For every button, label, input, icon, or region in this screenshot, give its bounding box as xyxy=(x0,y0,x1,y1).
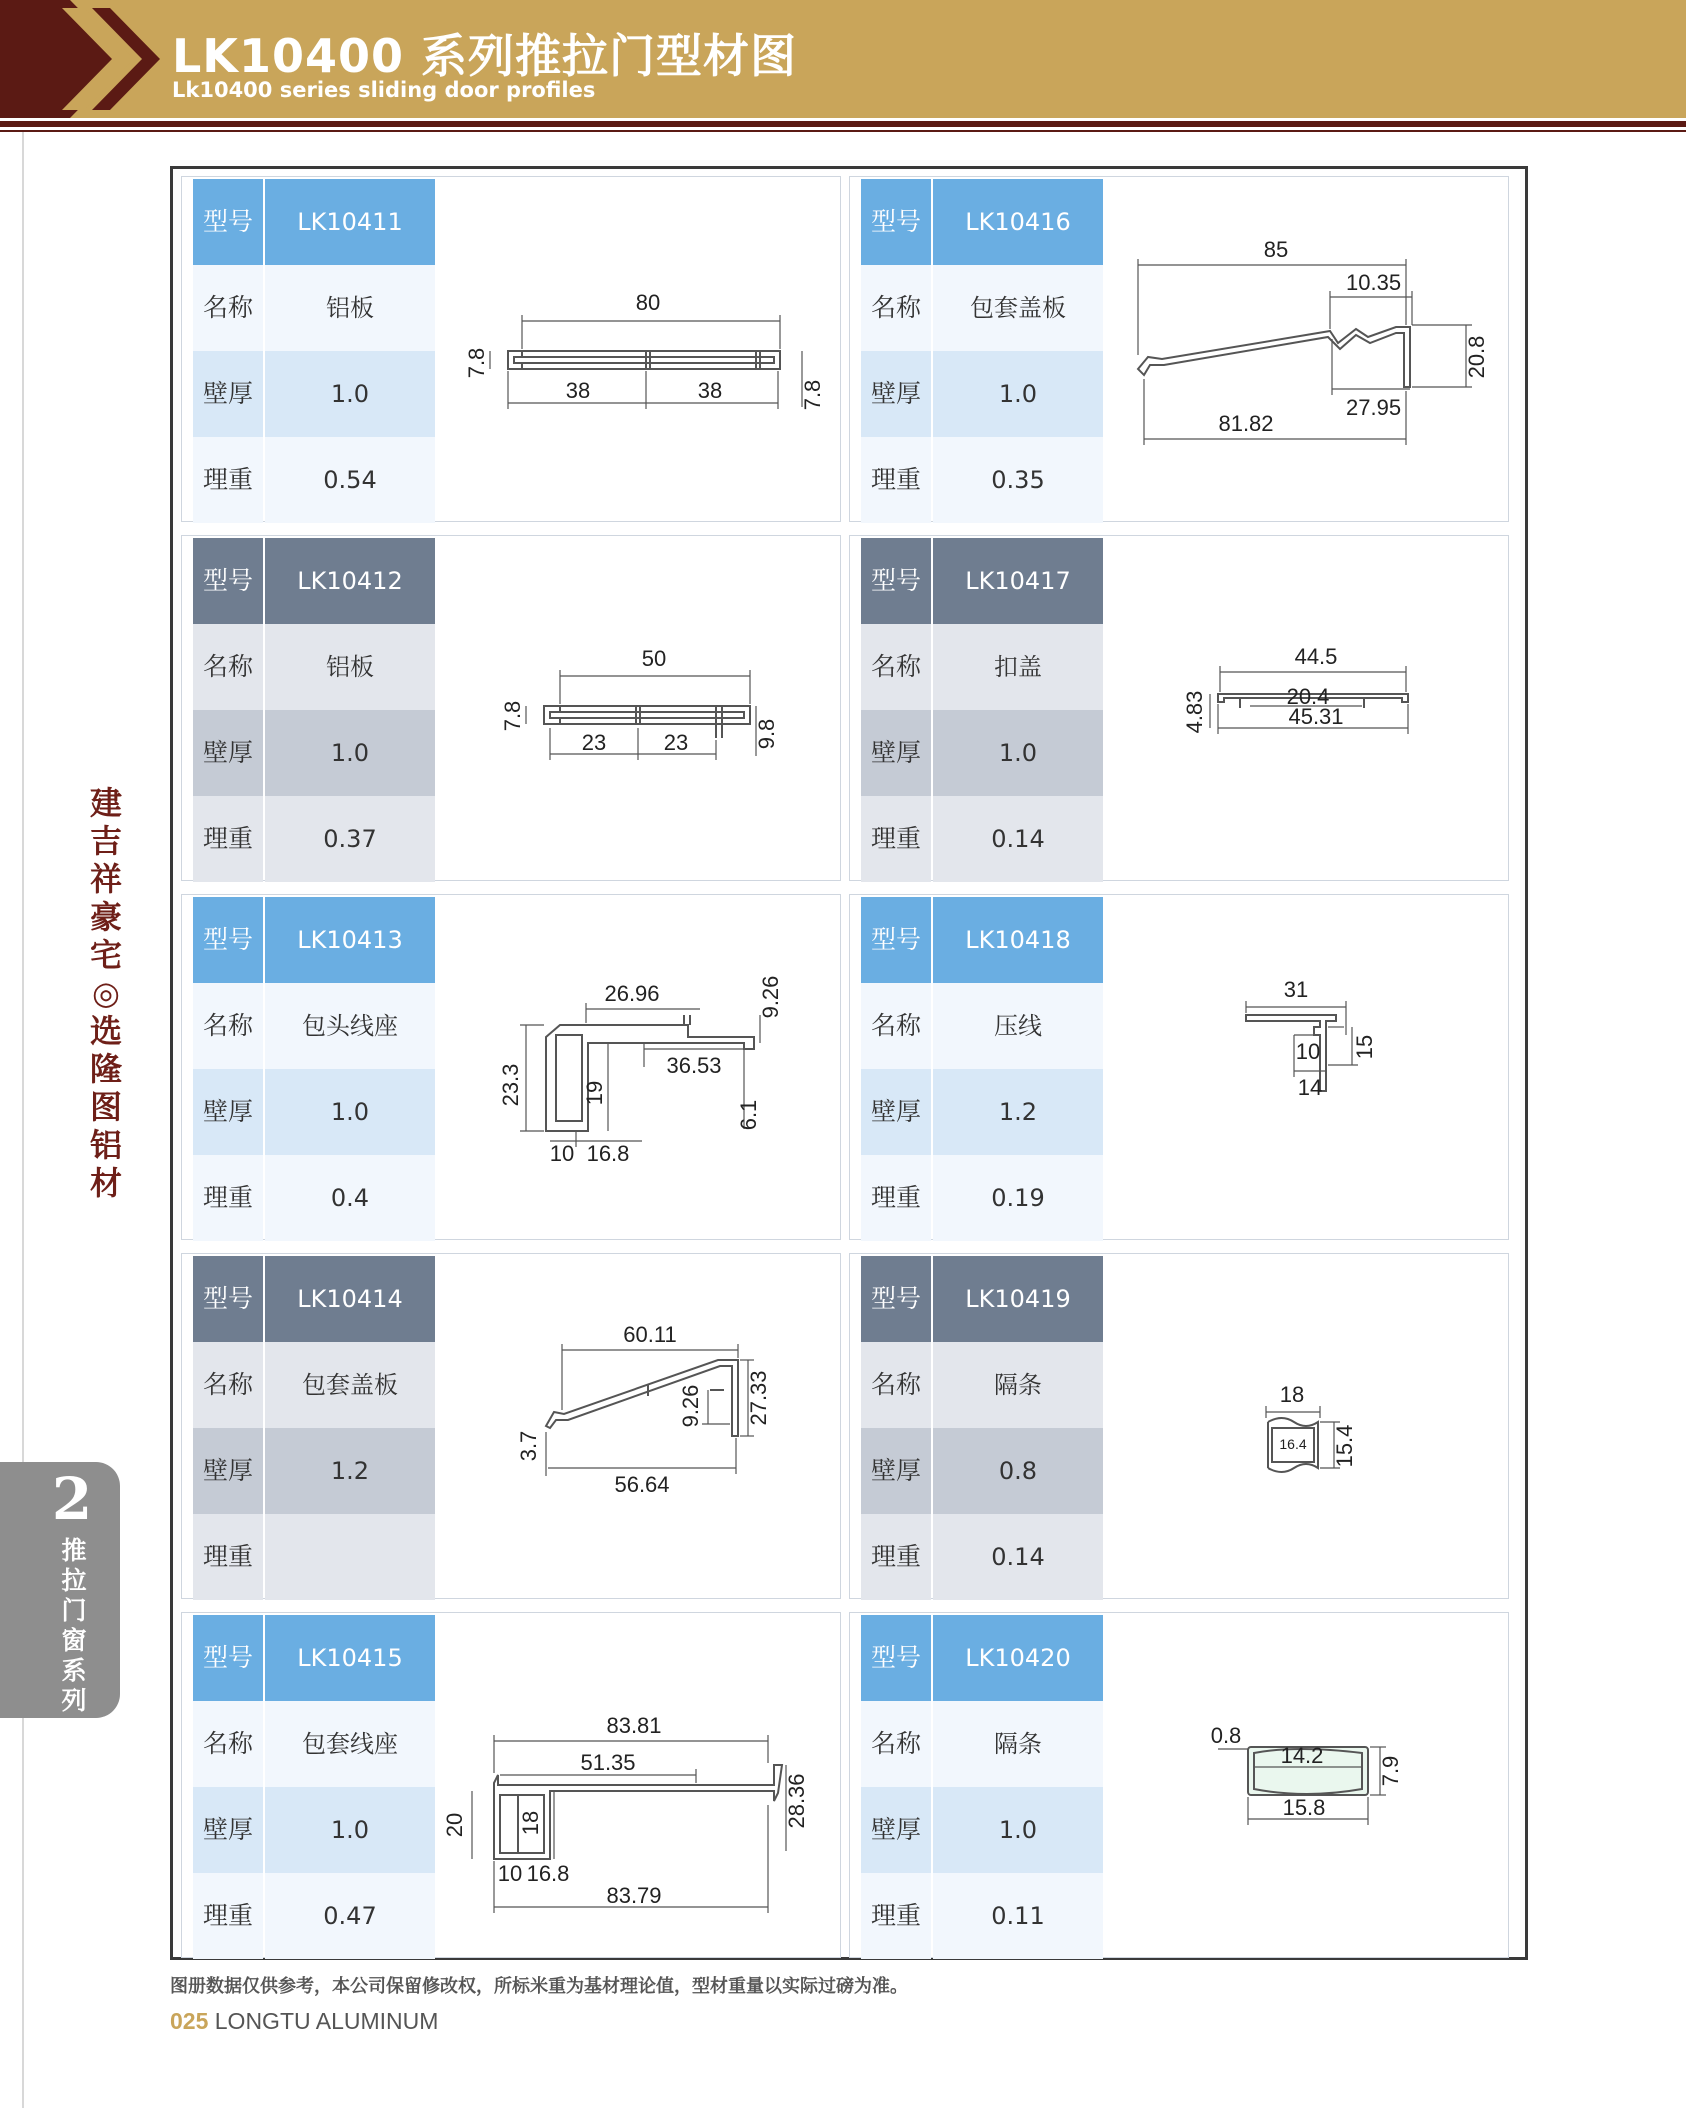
dim-label: 51.35 xyxy=(580,1750,636,1775)
dim-label: 3.7 xyxy=(516,1430,541,1462)
weight-label: 理重 xyxy=(193,1873,263,1959)
thickness-value: 1.2 xyxy=(933,1069,1103,1155)
model-value: LK10418 xyxy=(933,897,1103,983)
profile-card-lk10413 xyxy=(181,894,841,1240)
model-value: LK10419 xyxy=(933,1256,1103,1342)
dim-label: 26.96 xyxy=(604,981,660,1006)
dim-label: 83.81 xyxy=(606,1713,662,1738)
model-label: 型号 xyxy=(193,897,263,983)
dim-label: 31 xyxy=(1283,977,1309,1002)
dim-label: 45.31 xyxy=(1288,704,1344,729)
profile-card-lk10420 xyxy=(849,1612,1509,1958)
section-tab-number: 2 xyxy=(51,1465,93,1533)
dim-label: 60.11 xyxy=(623,1322,677,1347)
weight-value: 0.35 xyxy=(933,437,1103,523)
dim-label: 36.53 xyxy=(666,1053,722,1078)
name-label: 名称 xyxy=(861,624,931,710)
profile-card-lk10419 xyxy=(849,1253,1509,1599)
profile-catalog-frame xyxy=(170,166,1528,1960)
thickness-value: 1.0 xyxy=(933,710,1103,796)
name-value: 压线 xyxy=(933,983,1103,1069)
profile-card-lk10415 xyxy=(181,1612,841,1958)
dim-label: 10.35 xyxy=(1346,270,1402,295)
model-value: LK10417 xyxy=(933,538,1103,624)
thickness-value: 1.0 xyxy=(933,351,1103,437)
footer-company: LONGTU ALUMINUM xyxy=(214,2008,439,2034)
model-value: LK10412 xyxy=(265,538,435,624)
dim-label: 10 xyxy=(497,1861,523,1886)
profile-drawing-lk10412 xyxy=(438,538,838,878)
model-value: LK10411 xyxy=(265,179,435,265)
weight-label: 理重 xyxy=(861,796,931,882)
profile-card-lk10418 xyxy=(849,894,1509,1240)
dim-label: 10 xyxy=(549,1141,575,1166)
profile-drawing-lk10418 xyxy=(1106,897,1506,1237)
weight-value: 0.14 xyxy=(933,1514,1103,1600)
dim-label: 85 xyxy=(1263,237,1289,262)
dim-label: 4.83 xyxy=(1182,690,1207,734)
weight-value: 0.54 xyxy=(265,437,435,523)
dim-label: 7.8 xyxy=(464,347,489,379)
name-value: 铝板 xyxy=(265,624,435,710)
header-divider xyxy=(0,121,1686,127)
profile-drawing-lk10415 xyxy=(438,1615,838,1955)
dim-label: 44.5 xyxy=(1294,644,1338,669)
dim-label: 0.8 xyxy=(1210,1723,1242,1748)
page-number: 025 xyxy=(170,2008,209,2034)
thickness-value: 1.0 xyxy=(265,1069,435,1155)
dim-label: 9.8 xyxy=(754,718,779,750)
thickness-value: 0.8 xyxy=(933,1428,1103,1514)
thickness-label: 壁厚 xyxy=(193,710,263,796)
profile-drawing-lk10416 xyxy=(1106,179,1506,519)
dim-label: 7.8 xyxy=(500,700,525,732)
footer-disclaimer: 图册数据仅供参考，本公司保留修改权，所标米重为基材理论值，型材重量以实际过磅为准。 xyxy=(170,1976,908,1997)
thickness-label: 壁厚 xyxy=(193,1787,263,1873)
name-label: 名称 xyxy=(193,983,263,1069)
weight-label: 理重 xyxy=(861,1155,931,1241)
dim-label: 50 xyxy=(641,646,667,671)
dim-label: 9.26 xyxy=(678,1384,703,1428)
weight-label: 理重 xyxy=(193,437,263,523)
model-value: LK10416 xyxy=(933,179,1103,265)
model-value: LK10420 xyxy=(933,1615,1103,1701)
name-label: 名称 xyxy=(861,983,931,1069)
profile-drawing-lk10417 xyxy=(1106,538,1506,878)
profile-card-lk10414 xyxy=(181,1253,841,1599)
dim-label: 10 xyxy=(1295,1039,1321,1064)
dim-label: 15 xyxy=(1352,1034,1377,1060)
dim-label: 23 xyxy=(581,730,607,755)
model-label: 型号 xyxy=(861,538,931,624)
weight-value: 0.19 xyxy=(933,1155,1103,1241)
name-label: 名称 xyxy=(193,1701,263,1787)
dim-label: 16.8 xyxy=(586,1141,630,1166)
dim-label: 80 xyxy=(635,290,661,315)
section-tab-label: 推拉门窗系列 xyxy=(61,1536,87,1715)
dim-label: 56.64 xyxy=(614,1472,670,1497)
weight-value: 0.47 xyxy=(265,1873,435,1959)
model-label: 型号 xyxy=(861,897,931,983)
dim-label: 7.9 xyxy=(1378,1755,1403,1787)
model-label: 型号 xyxy=(861,179,931,265)
dim-label: 27.95 xyxy=(1346,395,1402,420)
name-value: 隔条 xyxy=(933,1342,1103,1428)
name-value: 包套盖板 xyxy=(265,1342,435,1428)
name-value: 隔条 xyxy=(933,1701,1103,1787)
profile-card-lk10411 xyxy=(181,176,841,522)
profile-card-lk10412 xyxy=(181,535,841,881)
dim-label: 7.8 xyxy=(800,379,825,411)
thickness-label: 壁厚 xyxy=(193,1069,263,1155)
name-label: 名称 xyxy=(861,265,931,351)
name-label: 名称 xyxy=(193,1342,263,1428)
thickness-label: 壁厚 xyxy=(861,1787,931,1873)
thickness-value: 1.0 xyxy=(265,351,435,437)
profile-card-lk10416 xyxy=(849,176,1509,522)
dim-label: 20.4 xyxy=(1286,684,1330,709)
dim-label: 14 xyxy=(1297,1075,1323,1100)
profile-drawing-lk10411 xyxy=(438,179,838,519)
name-label: 名称 xyxy=(861,1701,931,1787)
thickness-label: 壁厚 xyxy=(861,710,931,796)
name-value: 扣盖 xyxy=(933,624,1103,710)
dim-label: 27.33 xyxy=(746,1370,771,1426)
header-divider-thin xyxy=(0,130,1686,132)
dim-label: 20 xyxy=(442,1812,467,1838)
thickness-value: 1.0 xyxy=(933,1787,1103,1873)
dim-label: 38 xyxy=(697,378,723,403)
footer-page-info xyxy=(170,2008,438,2035)
name-label: 名称 xyxy=(193,624,263,710)
name-label: 名称 xyxy=(193,265,263,351)
thickness-value: 1.2 xyxy=(265,1428,435,1514)
side-brand-slogan: 建吉祥豪宅◎选隆图铝材 xyxy=(89,784,122,1202)
model-value: LK10415 xyxy=(265,1615,435,1701)
margin-line xyxy=(22,132,24,2108)
profile-drawing-lk10419 xyxy=(1106,1256,1506,1596)
weight-value: 0.14 xyxy=(933,796,1103,882)
dim-label: 20.8 xyxy=(1464,335,1489,379)
dim-label: 15.8 xyxy=(1282,1795,1326,1820)
profile-drawing-lk10413 xyxy=(438,897,838,1237)
profile-drawing-lk10414 xyxy=(438,1256,838,1596)
dim-label: 16.8 xyxy=(526,1861,570,1886)
model-label: 型号 xyxy=(193,179,263,265)
weight-value: 0.4 xyxy=(265,1155,435,1241)
weight-label: 理重 xyxy=(193,1155,263,1241)
profile-drawing-lk10420 xyxy=(1106,1615,1506,1955)
model-label: 型号 xyxy=(193,1615,263,1701)
dim-label: 18 xyxy=(1279,1382,1305,1407)
dim-label: 16.4 xyxy=(1279,1436,1307,1452)
weight-label: 理重 xyxy=(861,1514,931,1600)
name-value: 包头线座 xyxy=(265,983,435,1069)
weight-label: 理重 xyxy=(193,796,263,882)
profile-card-lk10417 xyxy=(849,535,1509,881)
thickness-value: 1.0 xyxy=(265,710,435,796)
thickness-label: 壁厚 xyxy=(193,351,263,437)
dim-label: 23.3 xyxy=(498,1063,523,1107)
name-label: 名称 xyxy=(861,1342,931,1428)
header-chevron-logo xyxy=(0,0,160,118)
thickness-label: 壁厚 xyxy=(861,1428,931,1514)
dim-label: 18 xyxy=(518,1810,543,1836)
weight-value: 0.37 xyxy=(265,796,435,882)
name-value: 包套线座 xyxy=(265,1701,435,1787)
dim-label: 9.26 xyxy=(758,975,783,1019)
page-subtitle: Lk10400 series sliding door profiles xyxy=(172,78,596,102)
weight-label: 理重 xyxy=(861,1873,931,1959)
weight-label: 理重 xyxy=(193,1514,263,1600)
model-label: 型号 xyxy=(861,1256,931,1342)
dim-label: 15.4 xyxy=(1332,1424,1357,1468)
weight-label: 理重 xyxy=(861,437,931,523)
dim-label: 6.1 xyxy=(736,1099,761,1131)
model-value: LK10414 xyxy=(265,1256,435,1342)
name-value: 包套盖板 xyxy=(933,265,1103,351)
dim-label: 38 xyxy=(565,378,591,403)
weight-value: 0.11 xyxy=(933,1873,1103,1959)
model-value: LK10413 xyxy=(265,897,435,983)
weight-value xyxy=(265,1514,435,1600)
page-title: LK10400 系列推拉门型材图 xyxy=(172,29,798,83)
model-label: 型号 xyxy=(861,1615,931,1701)
model-label: 型号 xyxy=(193,538,263,624)
model-label: 型号 xyxy=(193,1256,263,1342)
thickness-label: 壁厚 xyxy=(861,1069,931,1155)
thickness-value: 1.0 xyxy=(265,1787,435,1873)
dim-label: 14.2 xyxy=(1280,1743,1324,1768)
dim-label: 23 xyxy=(663,730,689,755)
dim-label: 19 xyxy=(582,1080,607,1106)
name-value: 铝板 xyxy=(265,265,435,351)
thickness-label: 壁厚 xyxy=(193,1428,263,1514)
thickness-label: 壁厚 xyxy=(861,351,931,437)
dim-label: 28.36 xyxy=(784,1773,809,1829)
dim-label: 83.79 xyxy=(606,1883,662,1908)
dim-label: 81.82 xyxy=(1218,411,1274,436)
